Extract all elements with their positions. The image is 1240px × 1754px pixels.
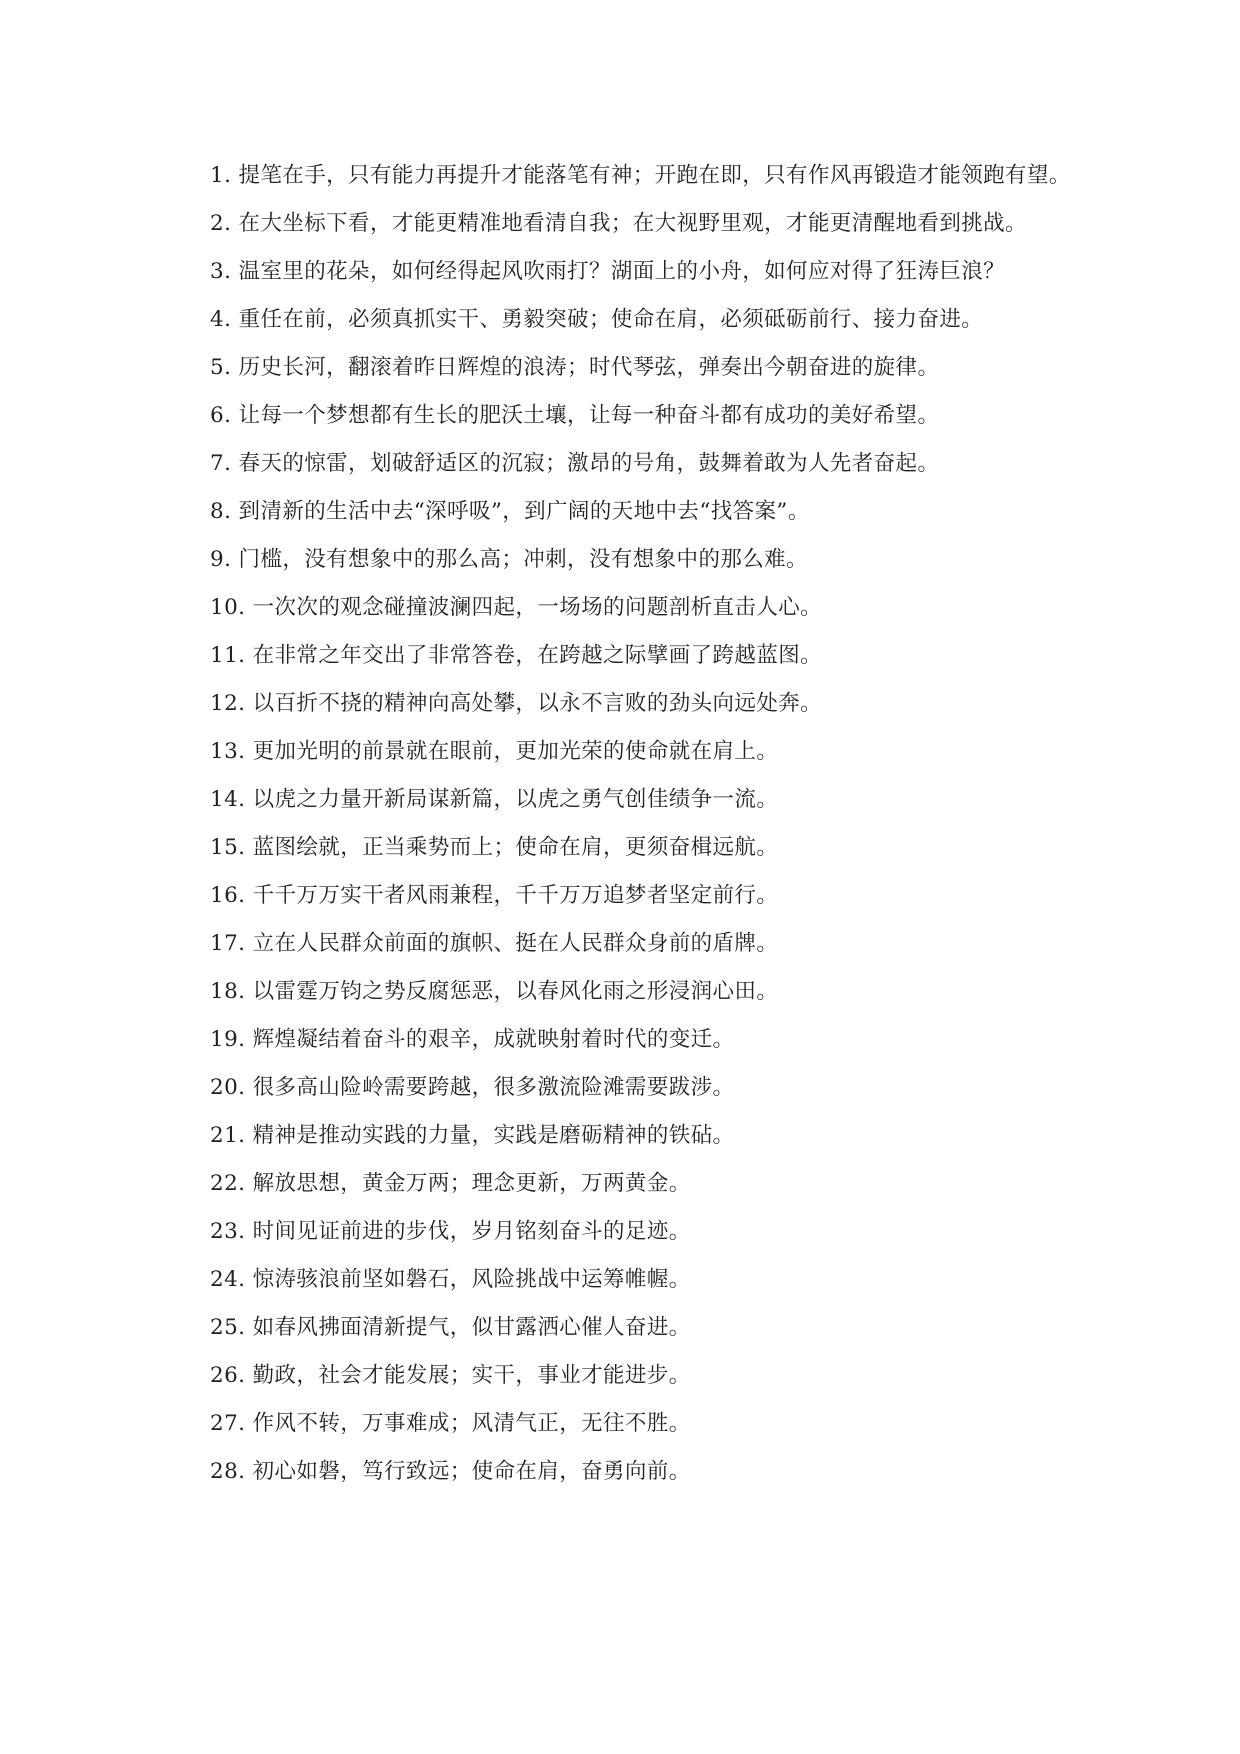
list-item: 26. 勤政，社会才能发展；实干，事业才能进步。 [210, 1363, 691, 1388]
list-item: 25. 如春风拂面清新提气，似甘露洒心催人奋进。 [210, 1315, 691, 1340]
list-item: 22. 解放思想，黄金万两；理念更新，万两黄金。 [210, 1171, 691, 1196]
list-item: 20. 很多高山险岭需要跨越，很多激流险滩需要跋涉。 [210, 1075, 735, 1100]
list-item: 1. 提笔在手，只有能力再提升才能落笔有神；开跑在即，只有作风再锻造才能领跑有望。 [210, 163, 1071, 188]
list-item: 8. 到清新的生活中去“深呼吸”，到广阔的天地中去“找答案”。 [210, 499, 810, 524]
list-item: 10. 一次次的观念碰撞波澜四起，一场场的问题剖析直击人心。 [210, 595, 823, 620]
list-item: 18. 以雷霆万钧之势反腐惩恶，以春风化雨之形浸润心田。 [210, 979, 779, 1004]
list-item: 28. 初心如磐，笃行致远；使命在肩，奋勇向前。 [210, 1459, 691, 1484]
list-item: 7. 春天的惊雷，划破舒适区的沉寂；激昂的号角，鼓舞着敢为人先者奋起。 [210, 451, 940, 476]
list-item: 4. 重任在前，必须真抓实干、勇毅突破；使命在肩，必须砥砺前行、接力奋进。 [210, 307, 984, 332]
list-item: 9. 门槛，没有想象中的那么高；冲刺，没有想象中的那么难。 [210, 547, 808, 572]
list-item: 15. 蓝图绘就，正当乘势而上；使命在肩，更须奋楫远航。 [210, 835, 779, 860]
list-item: 6. 让每一个梦想都有生长的肥沃土壤，让每一种奋斗都有成功的美好希望。 [210, 403, 940, 428]
list-item: 16. 千千万万实干者风雨兼程，千千万万追梦者坚定前行。 [210, 883, 779, 908]
list-item: 11. 在非常之年交出了非常答卷，在跨越之际擘画了跨越蓝图。 [210, 643, 823, 668]
list-item: 12. 以百折不挠的精神向高处攀，以永不言败的劲头向远处奔。 [210, 691, 823, 716]
document-body [160, 158, 1090, 1502]
list-item: 27. 作风不转，万事难成；风清气正，无往不胜。 [210, 1411, 691, 1436]
list-item: 19. 辉煌凝结着奋斗的艰辛，成就映射着时代的变迁。 [210, 1027, 735, 1052]
list-item: 5. 历史长河，翻滚着昨日辉煌的浪涛；时代琴弦，弹奏出今朝奋进的旋律。 [210, 355, 940, 380]
list-item: 2. 在大坐标下看，才能更精准地看清自我；在大视野里观，才能更清醒地看到挑战。 [210, 211, 1027, 236]
list-item: 24. 惊涛骇浪前坚如磐石，风险挑战中运筹帷幄。 [210, 1267, 691, 1292]
list-item: 14. 以虎之力量开新局谋新篇，以虎之勇气创佳绩争一流。 [210, 787, 779, 812]
list-item: 17. 立在人民群众前面的旗帜、挺在人民群众身前的盾牌。 [210, 931, 779, 956]
list-item: 13. 更加光明的前景就在眼前，更加光荣的使命就在肩上。 [210, 739, 779, 764]
list-item: 3. 温室里的花朵，如何经得起风吹雨打？湖面上的小舟，如何应对得了狂涛巨浪？ [210, 259, 1006, 284]
list-item: 23. 时间见证前进的步伐，岁月铭刻奋斗的足迹。 [210, 1219, 691, 1244]
list-item: 21. 精神是推动实践的力量，实践是磨砺精神的铁砧。 [210, 1123, 735, 1148]
